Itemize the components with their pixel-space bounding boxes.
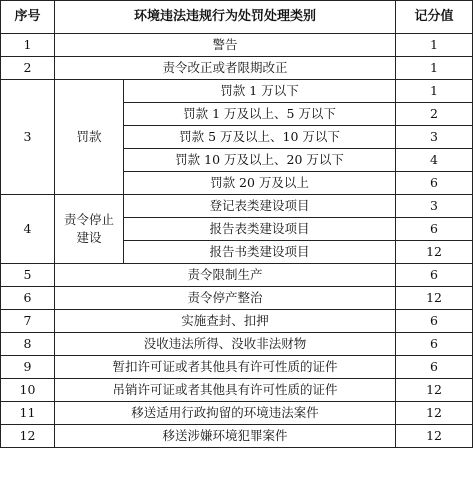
row-category: 警告	[55, 34, 396, 57]
header-serial-number: 序号	[1, 1, 55, 34]
header-category: 环境违法违规行为处罚处理类别	[55, 1, 396, 34]
table-row	[1, 34, 473, 57]
row-points: 6	[396, 356, 473, 379]
row-points: 3	[396, 126, 473, 149]
row-number: 7	[1, 310, 55, 333]
row-number: 2	[1, 57, 55, 80]
sub-category: 罚款 20 万及以上	[124, 172, 396, 195]
table-row	[1, 333, 473, 356]
row-points: 12	[396, 402, 473, 425]
row-number: 5	[1, 264, 55, 287]
row-number: 6	[1, 287, 55, 310]
row-points: 12	[396, 425, 473, 448]
table-row	[1, 264, 473, 287]
row-points: 2	[396, 103, 473, 126]
table-row	[1, 402, 473, 425]
group-label-stop-construction: 责令停止建设	[55, 195, 124, 264]
row-points: 6	[396, 333, 473, 356]
row-points: 6	[396, 310, 473, 333]
group-label-fine: 罚款	[55, 80, 124, 195]
row-category: 责令改正或者限期改正	[55, 57, 396, 80]
sub-category: 报告表类建设项目	[124, 218, 396, 241]
row-category: 责令限制生产	[55, 264, 396, 287]
row-category: 暂扣许可证或者其他具有许可性质的证件	[55, 356, 396, 379]
table-row	[1, 356, 473, 379]
header-points: 记分值	[396, 1, 473, 34]
table-row	[1, 195, 473, 218]
row-number: 9	[1, 356, 55, 379]
row-number: 1	[1, 34, 55, 57]
row-points: 4	[396, 149, 473, 172]
table-row	[1, 57, 473, 80]
row-category: 责令停产整治	[55, 287, 396, 310]
row-points: 12	[396, 379, 473, 402]
sub-category: 罚款 10 万及以上、20 万以下	[124, 149, 396, 172]
sub-category: 罚款 5 万及以上、10 万以下	[124, 126, 396, 149]
sub-category: 罚款 1 万以下	[124, 80, 396, 103]
table-row	[1, 379, 473, 402]
row-points: 12	[396, 287, 473, 310]
row-category: 没收违法所得、没收非法财物	[55, 333, 396, 356]
row-category: 移送适用行政拘留的环境违法案件	[55, 402, 396, 425]
table-row	[1, 425, 473, 448]
row-number: 3	[1, 80, 55, 195]
row-points: 6	[396, 172, 473, 195]
row-points: 3	[396, 195, 473, 218]
row-number: 4	[1, 195, 55, 264]
sub-category: 登记表类建设项目	[124, 195, 396, 218]
row-number: 11	[1, 402, 55, 425]
row-points: 1	[396, 34, 473, 57]
sub-category: 罚款 1 万及以上、5 万以下	[124, 103, 396, 126]
sub-category: 报告书类建设项目	[124, 241, 396, 264]
table-row	[1, 287, 473, 310]
row-points: 1	[396, 57, 473, 80]
row-points: 6	[396, 264, 473, 287]
row-category: 移送涉嫌环境犯罪案件	[55, 425, 396, 448]
row-points: 6	[396, 218, 473, 241]
row-points: 12	[396, 241, 473, 264]
row-category: 实施查封、扣押	[55, 310, 396, 333]
row-number: 10	[1, 379, 55, 402]
header-row	[1, 1, 473, 34]
row-number: 12	[1, 425, 55, 448]
row-category: 吊销许可证或者其他具有许可性质的证件	[55, 379, 396, 402]
table-row	[1, 310, 473, 333]
table-row	[1, 80, 473, 103]
row-points: 1	[396, 80, 473, 103]
row-number: 8	[1, 333, 55, 356]
